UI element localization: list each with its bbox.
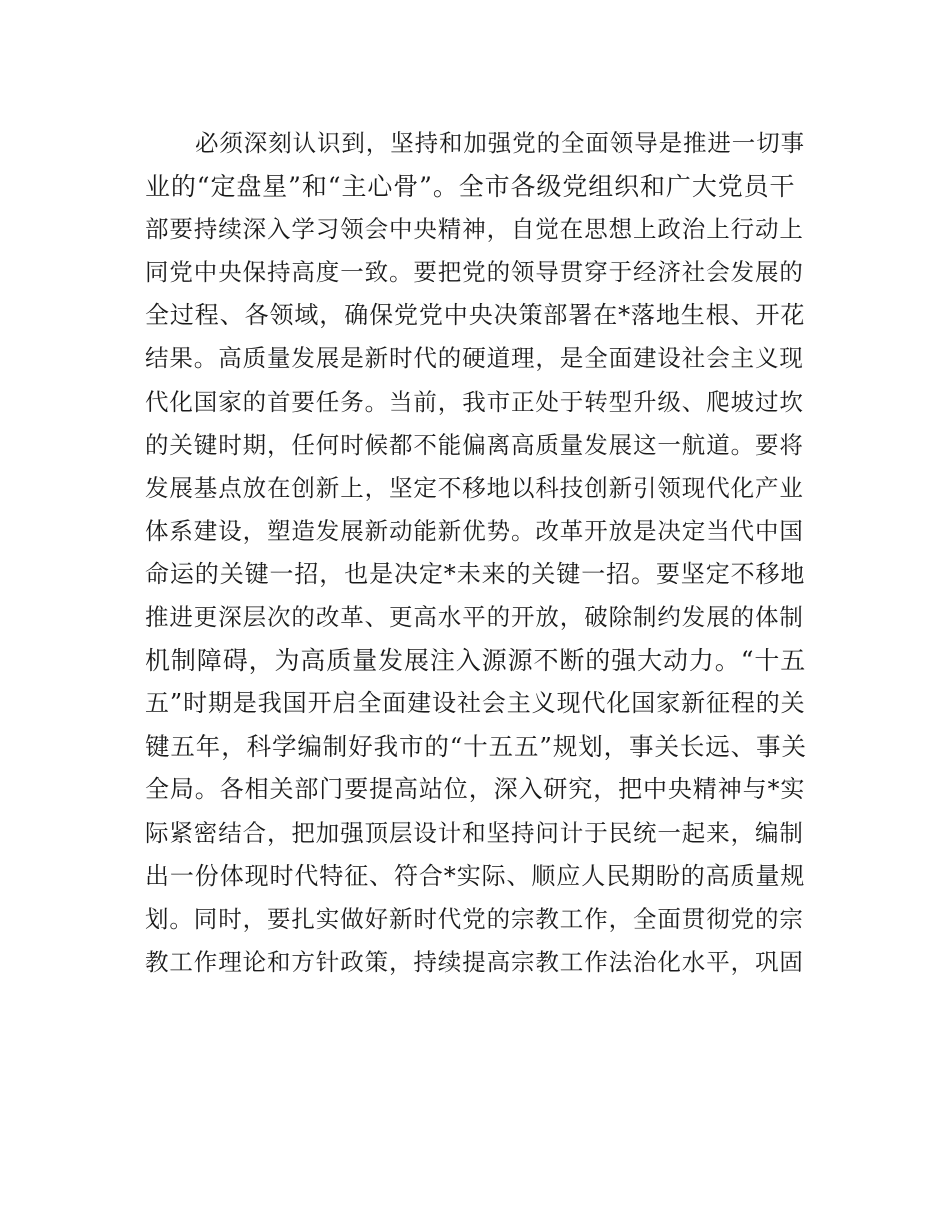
text-line: 命运的关键一招，也是决定*未来的关键一招。要坚定不移地	[145, 559, 806, 588]
text-line: 键五年，科学编制好我市的“十五五”规划，事关长远、事关	[145, 732, 807, 762]
body-paragraph	[145, 122, 815, 984]
text-line: 必须深刻认识到，坚持和加强党的全面领导是推进一切事	[195, 129, 805, 157]
text-line: 教工作理论和方针政策，持续提高宗教工作法治化水平，巩固	[145, 947, 804, 976]
text-line: 体系建设，塑造发展新动能新优势。改革开放是决定当代中国	[145, 516, 804, 545]
text-line: 代化国家的首要任务。当前，我市正处于转型升级、爬坡过坎	[145, 387, 804, 416]
text-line: 结果。高质量发展是新时代的硬道理，是全面建设社会主义现	[145, 344, 804, 373]
text-line: 全过程、各领域，确保党党中央决策部署在*落地生根、开花	[145, 301, 806, 330]
text-line: 的关键时期，任何时候都不能偏离高质量发展这一航道。要将	[145, 430, 804, 459]
text-line: 同党中央保持高度一致。要把党的领导贯穿于经济社会发展的	[145, 258, 804, 287]
text-line: 五”时期是我国开启全面建设社会主义现代化国家新征程的关	[145, 689, 806, 718]
text-line: 划。同时，要扎实做好新时代党的宗教工作，全面贯彻党的宗	[145, 904, 804, 933]
text-line: 际紧密结合，把加强顶层设计和坚持问计于民统一起来，编制	[145, 818, 804, 847]
text-line: 出一份体现时代特征、符合*实际、顺应人民期盼的高质量规	[145, 861, 806, 890]
text-line: 部要持续深入学习领会中央精神，自觉在思想上政治上行动上	[145, 215, 804, 244]
text-line: 业的“定盘星”和“主心骨”。全市各级党组织和广大党员干	[145, 172, 796, 202]
text-line: 发展基点放在创新上，坚定不移地以科技创新引领现代化产业	[145, 473, 804, 502]
text-line: 机制障碍，为高质量发展注入源源不断的强大动力。“十五	[145, 646, 807, 676]
text-line: 全局。各相关部门要提高站位，深入研究，把中央精神与*实	[145, 775, 806, 804]
text-line: 推进更深层次的改革、更高水平的开放，破除制约发展的体制	[145, 603, 804, 632]
